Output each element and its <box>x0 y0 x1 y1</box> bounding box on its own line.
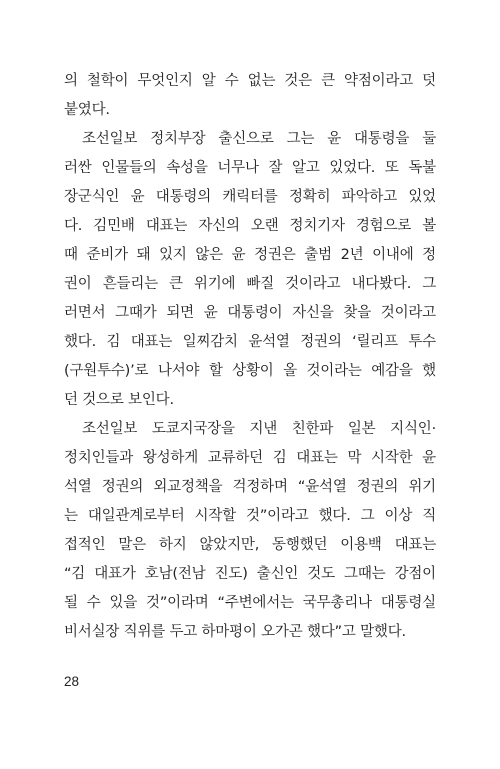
text-line: 조선일보 정치부장 출신으로 그는 윤 대통령을 둘 <box>82 131 436 147</box>
text-line: 비서실장 직위를 두고 하마평이 오가곤 했다”고 말했다. <box>64 624 406 640</box>
text-line: 러싼 인물들의 속성을 너무나 잘 알고 있었다. 또 독불 <box>64 160 436 176</box>
text-line: 조선일보 도쿄지국장을 지낸 친한파 일본 지식인· <box>82 421 436 437</box>
text-line: 될 수 있을 것”이라며 “주변에서는 국무총리나 대통령실 <box>64 595 436 611</box>
text-line: 다. 김민배 대표는 자신의 오랜 정치기자 경험으로 볼 <box>64 218 436 234</box>
text-line: 때 준비가 돼 있지 않은 윤 정권은 출범 2년 이내에 정 <box>64 247 436 263</box>
page-number: 28 <box>64 674 80 689</box>
text-line: 는 대일관계로부터 시작할 것”이라고 했다. 그 이상 직 <box>64 508 436 524</box>
text-line: 장군식인 윤 대통령의 캐릭터를 정확히 파악하고 있었 <box>64 189 436 205</box>
text-line: 의 철학이 무엇인지 알 수 없는 것은 큰 약점이라고 덧 <box>64 73 436 89</box>
text-line: 했다. 김 대표는 일찌감치 윤석열 정권의 ‘릴리프 투수 <box>64 334 436 350</box>
text-line: 석열 정권의 외교정책을 걱정하며 “윤석열 정권의 위기 <box>64 479 436 495</box>
text-line: 던 것으로 보인다. <box>64 392 174 408</box>
text-line: 러면서 그때가 되면 윤 대통령이 자신을 찾을 것이라고 <box>64 305 436 321</box>
text-line: 정치인들과 왕성하게 교류하던 김 대표는 막 시작한 윤 <box>64 450 436 466</box>
body-text <box>64 67 436 647</box>
text-line: 붙였다. <box>64 102 110 118</box>
text-line: 권이 흔들리는 큰 위기에 빠질 것이라고 내다봤다. 그 <box>64 276 436 292</box>
text-line: 접적인 말은 하지 않았지만, 동행했던 이용백 대표는 <box>64 537 436 553</box>
text-line: (구원투수)’로 나서야 할 상황이 올 것이라는 예감을 했 <box>64 363 436 379</box>
text-line: “김 대표가 호남(전남 진도) 출신인 것도 그때는 강점이 <box>64 566 436 582</box>
